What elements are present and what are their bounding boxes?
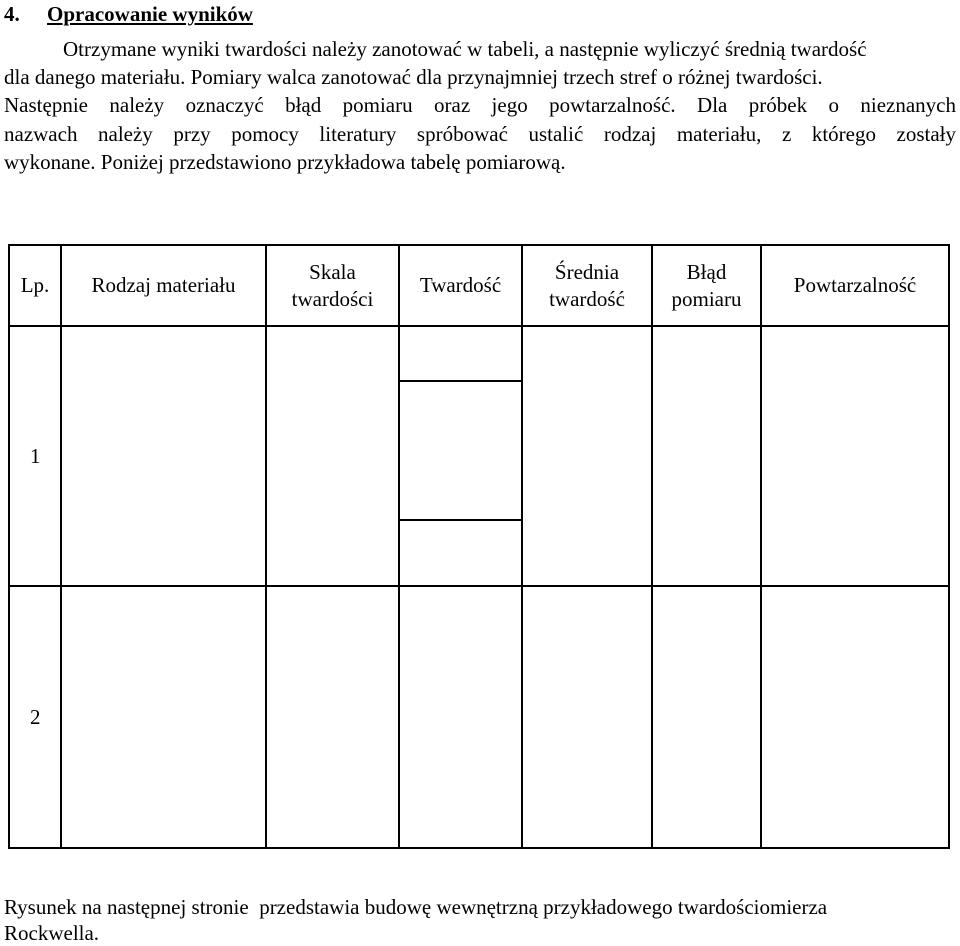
- header-scale-line2: twardości: [291, 286, 374, 311]
- paragraph-line: Następnie należy oznaczyć błąd pomiaru oraz jego powtarzalność. Dla próbek o nieznanych: [4, 93, 956, 118]
- table-border: [265, 244, 267, 849]
- header-error-line2: pomiaru: [671, 286, 742, 311]
- header-material: [62, 246, 265, 325]
- header-hardness: [400, 246, 521, 325]
- section-heading: [4, 2, 253, 26]
- table-border: [398, 380, 522, 382]
- row-number: [10, 587, 60, 847]
- header-average-line2: twardość: [549, 286, 625, 311]
- section-title: Opracowanie wyników: [47, 2, 253, 26]
- header-repeatability-label: Powtarzalność: [793, 273, 917, 297]
- header-scale-line1: Skala: [309, 259, 356, 284]
- table-border: [8, 244, 10, 849]
- table-border: [521, 244, 523, 849]
- table-border: [8, 847, 950, 849]
- row-number-label: 2: [30, 704, 41, 729]
- table-border: [8, 325, 950, 327]
- paragraph-line: dla danego materiału. Pomiary walca zanotować dla przynajmniej trzech stref o różnej twardości.: [4, 65, 823, 90]
- header-material-label: Rodzaj materiału: [91, 273, 236, 297]
- table-border: [8, 244, 950, 246]
- table-border: [60, 244, 62, 849]
- table-border: [651, 244, 653, 849]
- row-number-label: 1: [30, 443, 41, 468]
- header-error: [653, 246, 760, 325]
- table-border: [398, 519, 522, 521]
- paragraph-line: wykonane. Poniżej przedstawiono przykładowa tabelę pomiarową.: [4, 149, 566, 174]
- header-hardness-label: Twardość: [419, 273, 502, 297]
- footer-line: Rockwella.: [4, 921, 100, 945]
- table-border: [8, 585, 950, 587]
- paragraph-line: Otrzymane wyniki twardości należy zanotować w tabeli, a następnie wyliczyć średnią twardość: [63, 37, 867, 61]
- footer-text: [4, 894, 954, 946]
- intro-paragraph: [4, 35, 956, 176]
- header-repeatability: [762, 246, 948, 325]
- header-lp: [10, 246, 60, 325]
- row-number: [10, 327, 60, 585]
- table-border: [398, 244, 400, 849]
- paragraph-line: nazwach należy przy pomocy literatury spróbować ustalić rodzaj materiału, z którego zostały: [4, 121, 956, 146]
- section-number: 4.: [4, 2, 20, 26]
- table-border: [948, 244, 950, 849]
- header-error-line1: Błąd: [686, 259, 727, 284]
- table-border: [760, 244, 762, 849]
- header-average-line1: Średnia: [554, 259, 620, 284]
- header-average: [523, 246, 651, 325]
- header-scale: [267, 246, 398, 325]
- footer-line: Rysunek na następnej stronie przedstawia budowę wewnętrzną przykładowego twardościomierza: [4, 895, 828, 919]
- header-lp-label: Lp.: [20, 273, 50, 297]
